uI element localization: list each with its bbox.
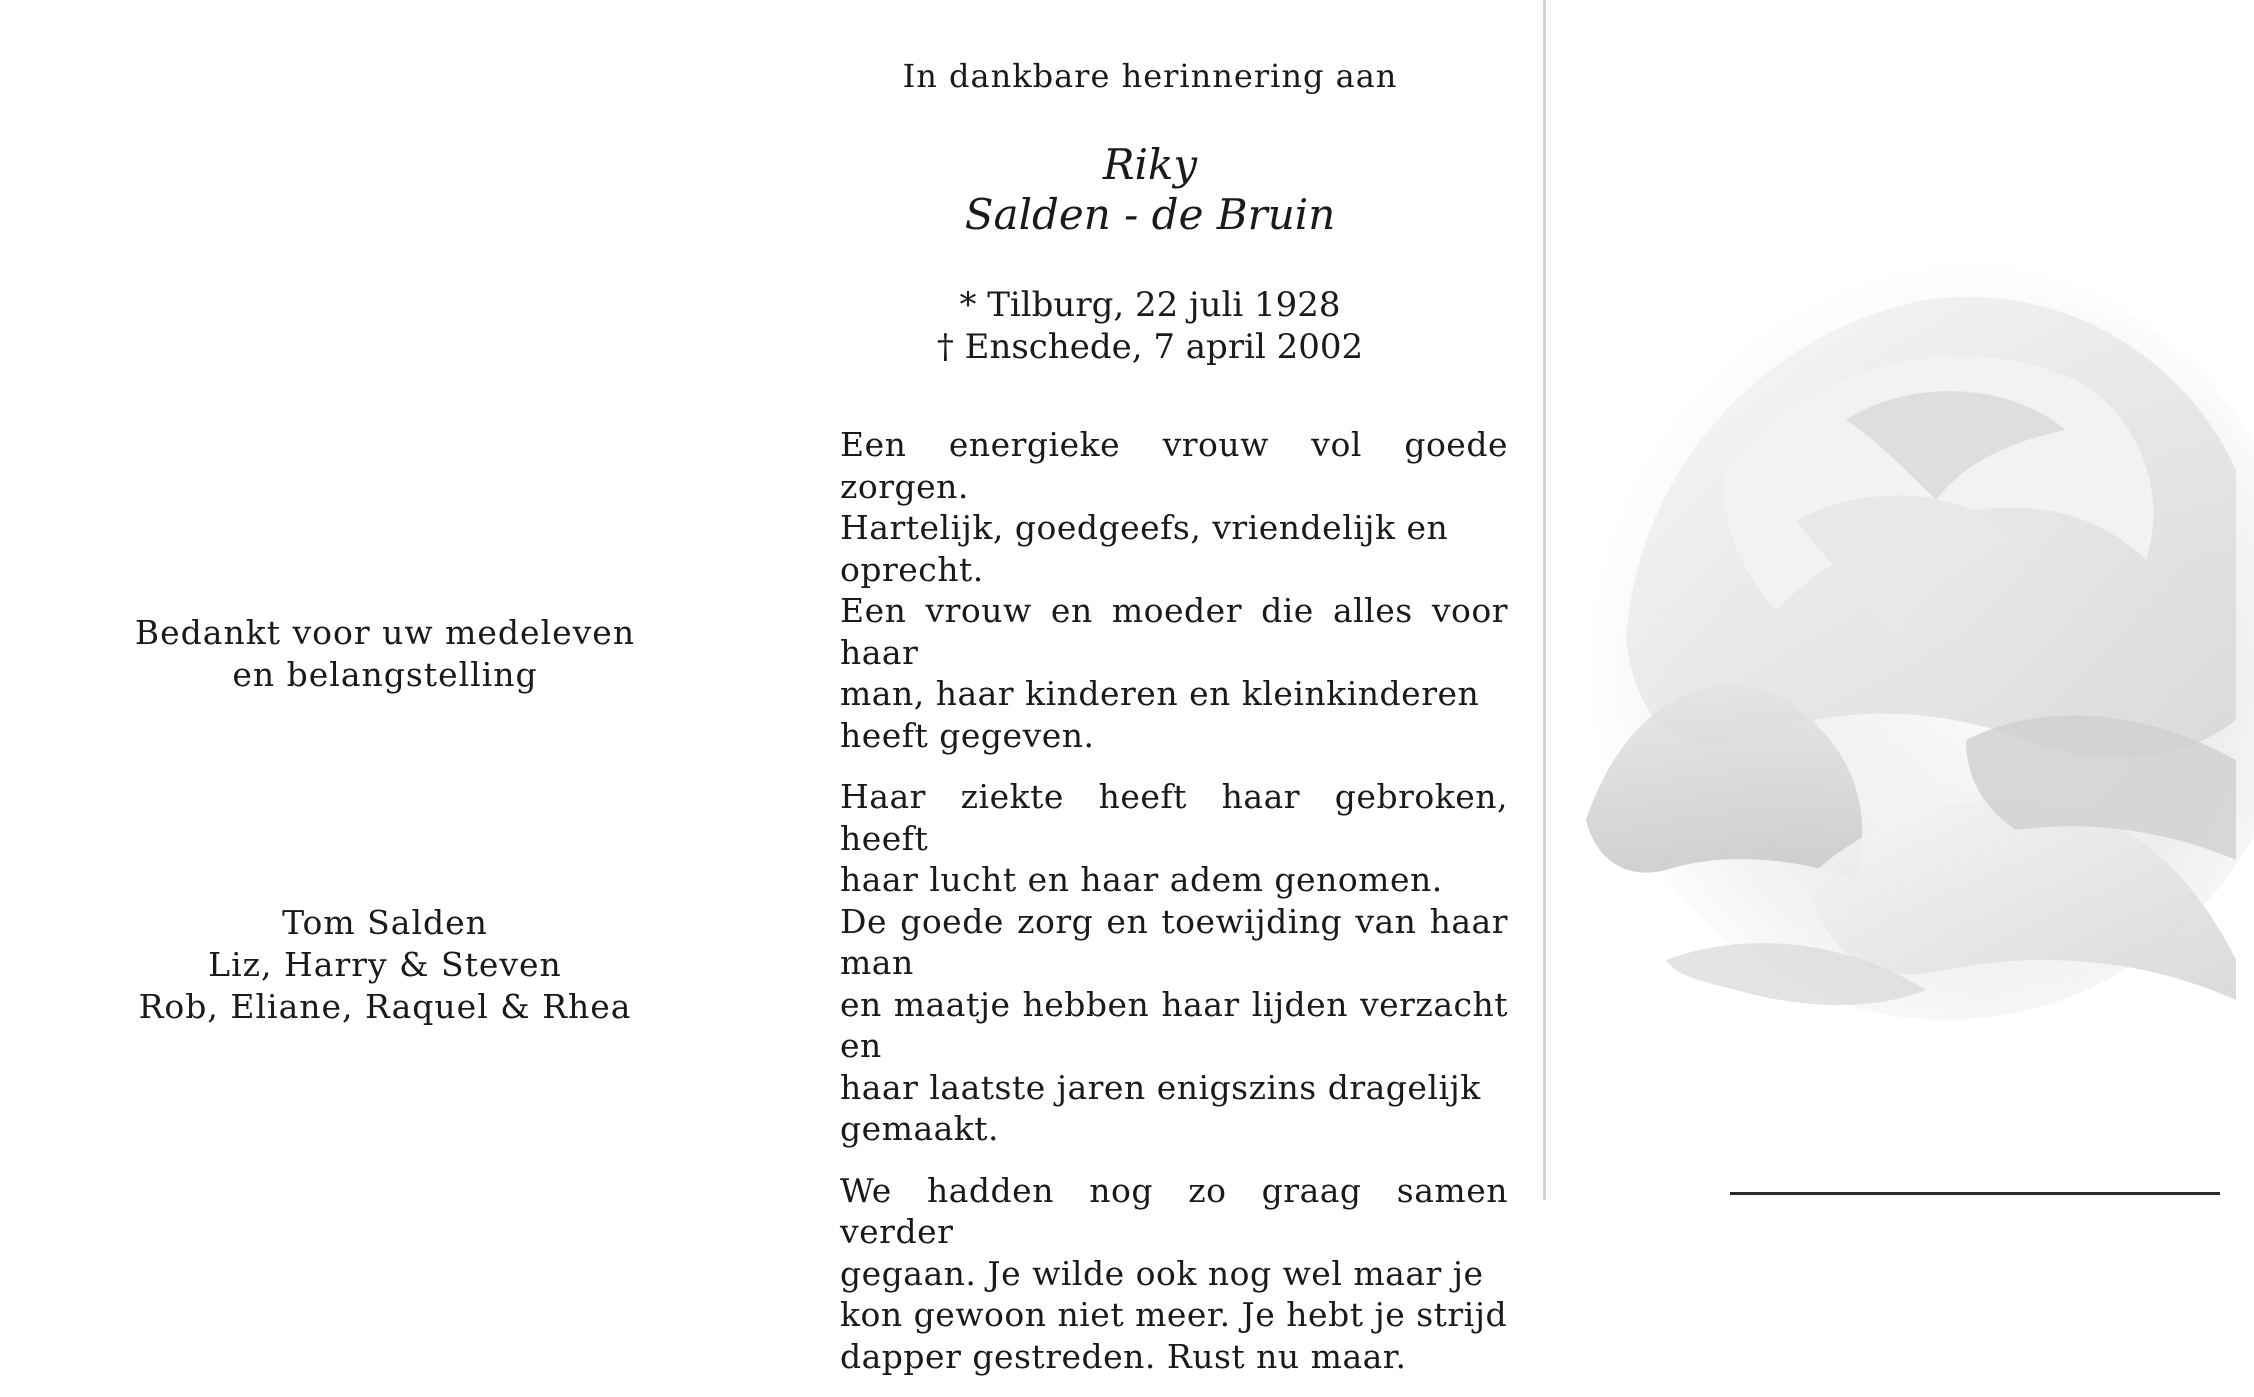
poem-stanza bbox=[840, 424, 1508, 756]
family-line: Liz, Harry & Steven bbox=[208, 945, 562, 984]
thanks-line: en belangstelling bbox=[232, 655, 538, 694]
poem-line: Haar ziekte heeft haar gebroken, heeft bbox=[840, 777, 1508, 858]
poem-line: De goede zorg en toewijding van haar man bbox=[840, 901, 1508, 982]
poem-line: Hartelijk, goedgeefs, vriendelijk en bbox=[840, 508, 1449, 547]
death-date: † Enschede, 7 april 2002 bbox=[936, 327, 1364, 367]
poem-line: Een vrouw en moeder die alles voor haar bbox=[840, 591, 1508, 672]
poem-line: We hadden nog zo graag samen verder bbox=[840, 1170, 1508, 1251]
family-line: Tom Salden bbox=[282, 903, 488, 942]
bottom-rule bbox=[1730, 1192, 2220, 1195]
family-line: Rob, Eliane, Raquel & Rhea bbox=[138, 987, 632, 1026]
poem-line: Een energieke vrouw vol goede zorgen. bbox=[840, 425, 1508, 506]
center-panel bbox=[780, 0, 1520, 1376]
rose-photo bbox=[1546, 0, 2254, 1200]
thanks-line: Bedankt voor uw medeleven bbox=[134, 613, 636, 652]
poem-line: gegaan. Je wilde ook nog wel maar je bbox=[840, 1253, 1484, 1293]
poem-line: kon gewoon niet meer. Je hebt je strijd bbox=[840, 1295, 1508, 1334]
poem-stanza bbox=[840, 776, 1508, 1150]
right-panel bbox=[1546, 0, 2254, 1200]
family-names bbox=[0, 902, 770, 1028]
full-name: Salden - de Bruin bbox=[964, 190, 1336, 239]
poem-line: heeft gegeven. bbox=[840, 715, 1095, 755]
poem-line: man, haar kinderen en kleinkinderen bbox=[840, 674, 1480, 713]
life-dates bbox=[780, 284, 1520, 368]
intro-text: In dankbare herinnering aan bbox=[902, 57, 1398, 95]
poem bbox=[840, 424, 1508, 1397]
poem-line: gemaakt. bbox=[840, 1109, 1000, 1148]
deceased-name bbox=[780, 140, 1520, 240]
thanks-message bbox=[0, 612, 770, 696]
poem-line: dapper gestreden. Rust nu maar. bbox=[840, 1336, 1407, 1376]
left-panel bbox=[0, 0, 770, 1200]
birth-date: * Tilburg, 22 juli 1928 bbox=[959, 285, 1341, 325]
poem-line: oprecht. bbox=[840, 549, 984, 589]
poem-line: en maatje hebben haar lijden verzacht en bbox=[840, 984, 1508, 1065]
first-name: Riky bbox=[1102, 140, 1198, 189]
poem-line: haar lucht en haar adem genomen. bbox=[840, 860, 1443, 899]
poem-line: haar laatste jaren enigszins dragelijk bbox=[840, 1067, 1481, 1107]
poem-stanza bbox=[840, 1170, 1508, 1378]
